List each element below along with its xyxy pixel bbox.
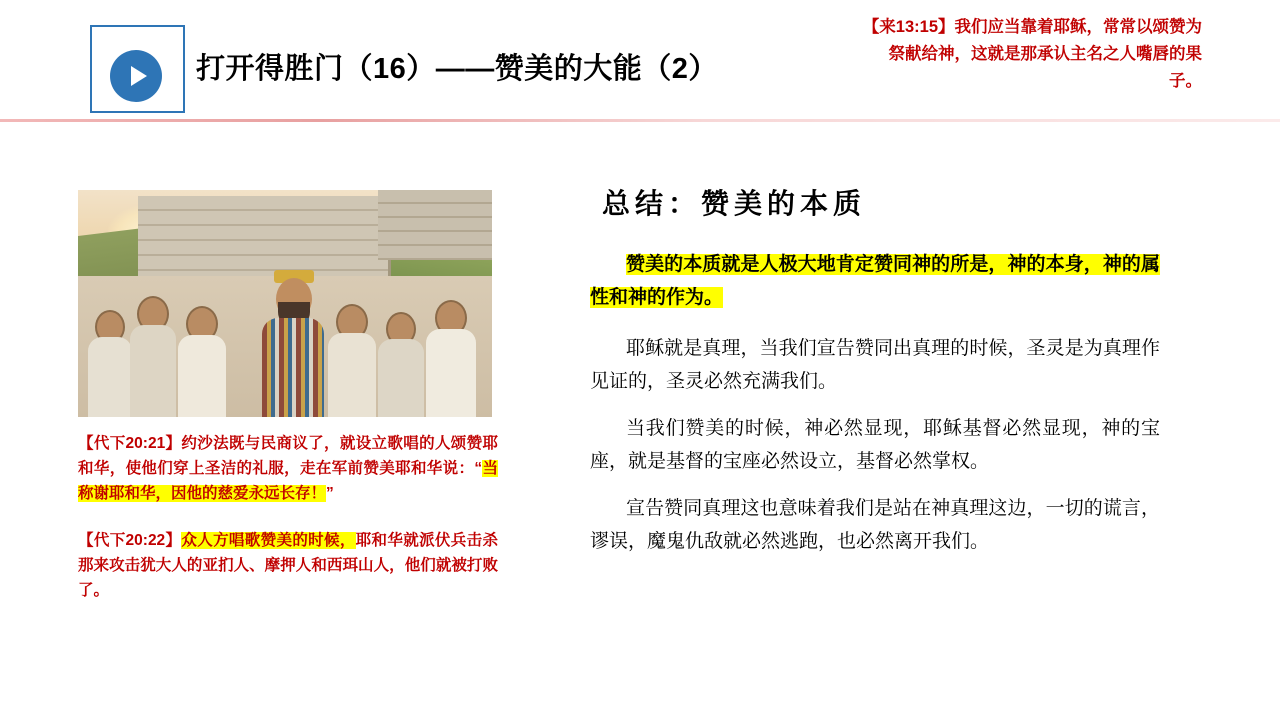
paragraph-highlight: 赞美的本质就是人极大地肯定赞同神的所是，神的本身，神的属性和神的作为。: [590, 254, 1160, 308]
body-paragraph-1: [590, 248, 1160, 314]
section-heading: 总结：赞美的本质: [602, 188, 867, 219]
illustration-figure: [178, 306, 226, 417]
body-paragraph-4: 宣告赞同真理这也意味着我们是站在神真理这边，一切的谎言，谬误，魔鬼仇敌就必然逃跑，也必然离开我们。: [590, 498, 1160, 552]
body-paragraph-2: 耶稣就是真理，当我们宣告赞同出真理的时候，圣灵是为真理作见证的，圣灵必然充满我们。: [590, 338, 1160, 392]
figure-body: [328, 333, 376, 417]
figure-body: [88, 337, 132, 417]
left-column: [78, 190, 498, 603]
verse-highlight: 众人方唱歌赞美的时候，: [181, 532, 356, 549]
verse-text: 约沙法既与民商议了，就设立歌唱的人颂赞耶和华，使他们穿上圣洁的礼服，走在军前赞美耶和华说：“: [78, 435, 498, 477]
illustration-city-wall-right: [378, 190, 492, 260]
verse-reference: 【代下20:22】: [78, 532, 182, 549]
verse-highlight: 当称谢耶和华，因他的慈爱永远长存！: [78, 460, 498, 502]
play-triangle-glyph: [131, 66, 147, 86]
slide-header: [0, 0, 1280, 122]
illustration-figure: [88, 310, 132, 417]
verse-text-after: 耶和华就派伏兵击杀那来攻击犹大人的亚扪人、摩押人和西珥山人，他们就被打败了。: [78, 532, 498, 599]
right-column: [590, 182, 1160, 572]
scripture-2chr-20-22: [78, 528, 498, 603]
page-title: 打开得胜门（16）——赞美的大能（2）: [196, 53, 718, 85]
illustration-king-robe: [262, 318, 324, 417]
illustration-figure: [426, 300, 476, 417]
figure-body: [178, 335, 226, 417]
figure-body: [378, 339, 424, 417]
verse-text-after: ”: [326, 485, 334, 502]
illustration-figure: [328, 304, 376, 417]
body-paragraph-3: 当我们赞美的时候，神必然显现，耶稣基督必然显现，神的宝座，就是基督的宝座必然设立，基督必然掌权。: [590, 418, 1160, 472]
illustration-image: [78, 190, 492, 417]
play-icon[interactable]: [110, 50, 162, 102]
illustration-figure: [130, 296, 176, 417]
illustration-figure: [378, 312, 424, 417]
verse-reference: 【代下20:21】: [78, 435, 182, 452]
header-scripture: 【来13:15】我们应当靠着耶稣，常常以颂赞为祭献给神，这就是那承认主名之人嘴唇的果子。: [862, 18, 1202, 90]
figure-body: [130, 325, 176, 417]
scripture-2chr-20-21: [78, 431, 498, 506]
header-divider: [0, 119, 1280, 122]
figure-body: [426, 329, 476, 417]
